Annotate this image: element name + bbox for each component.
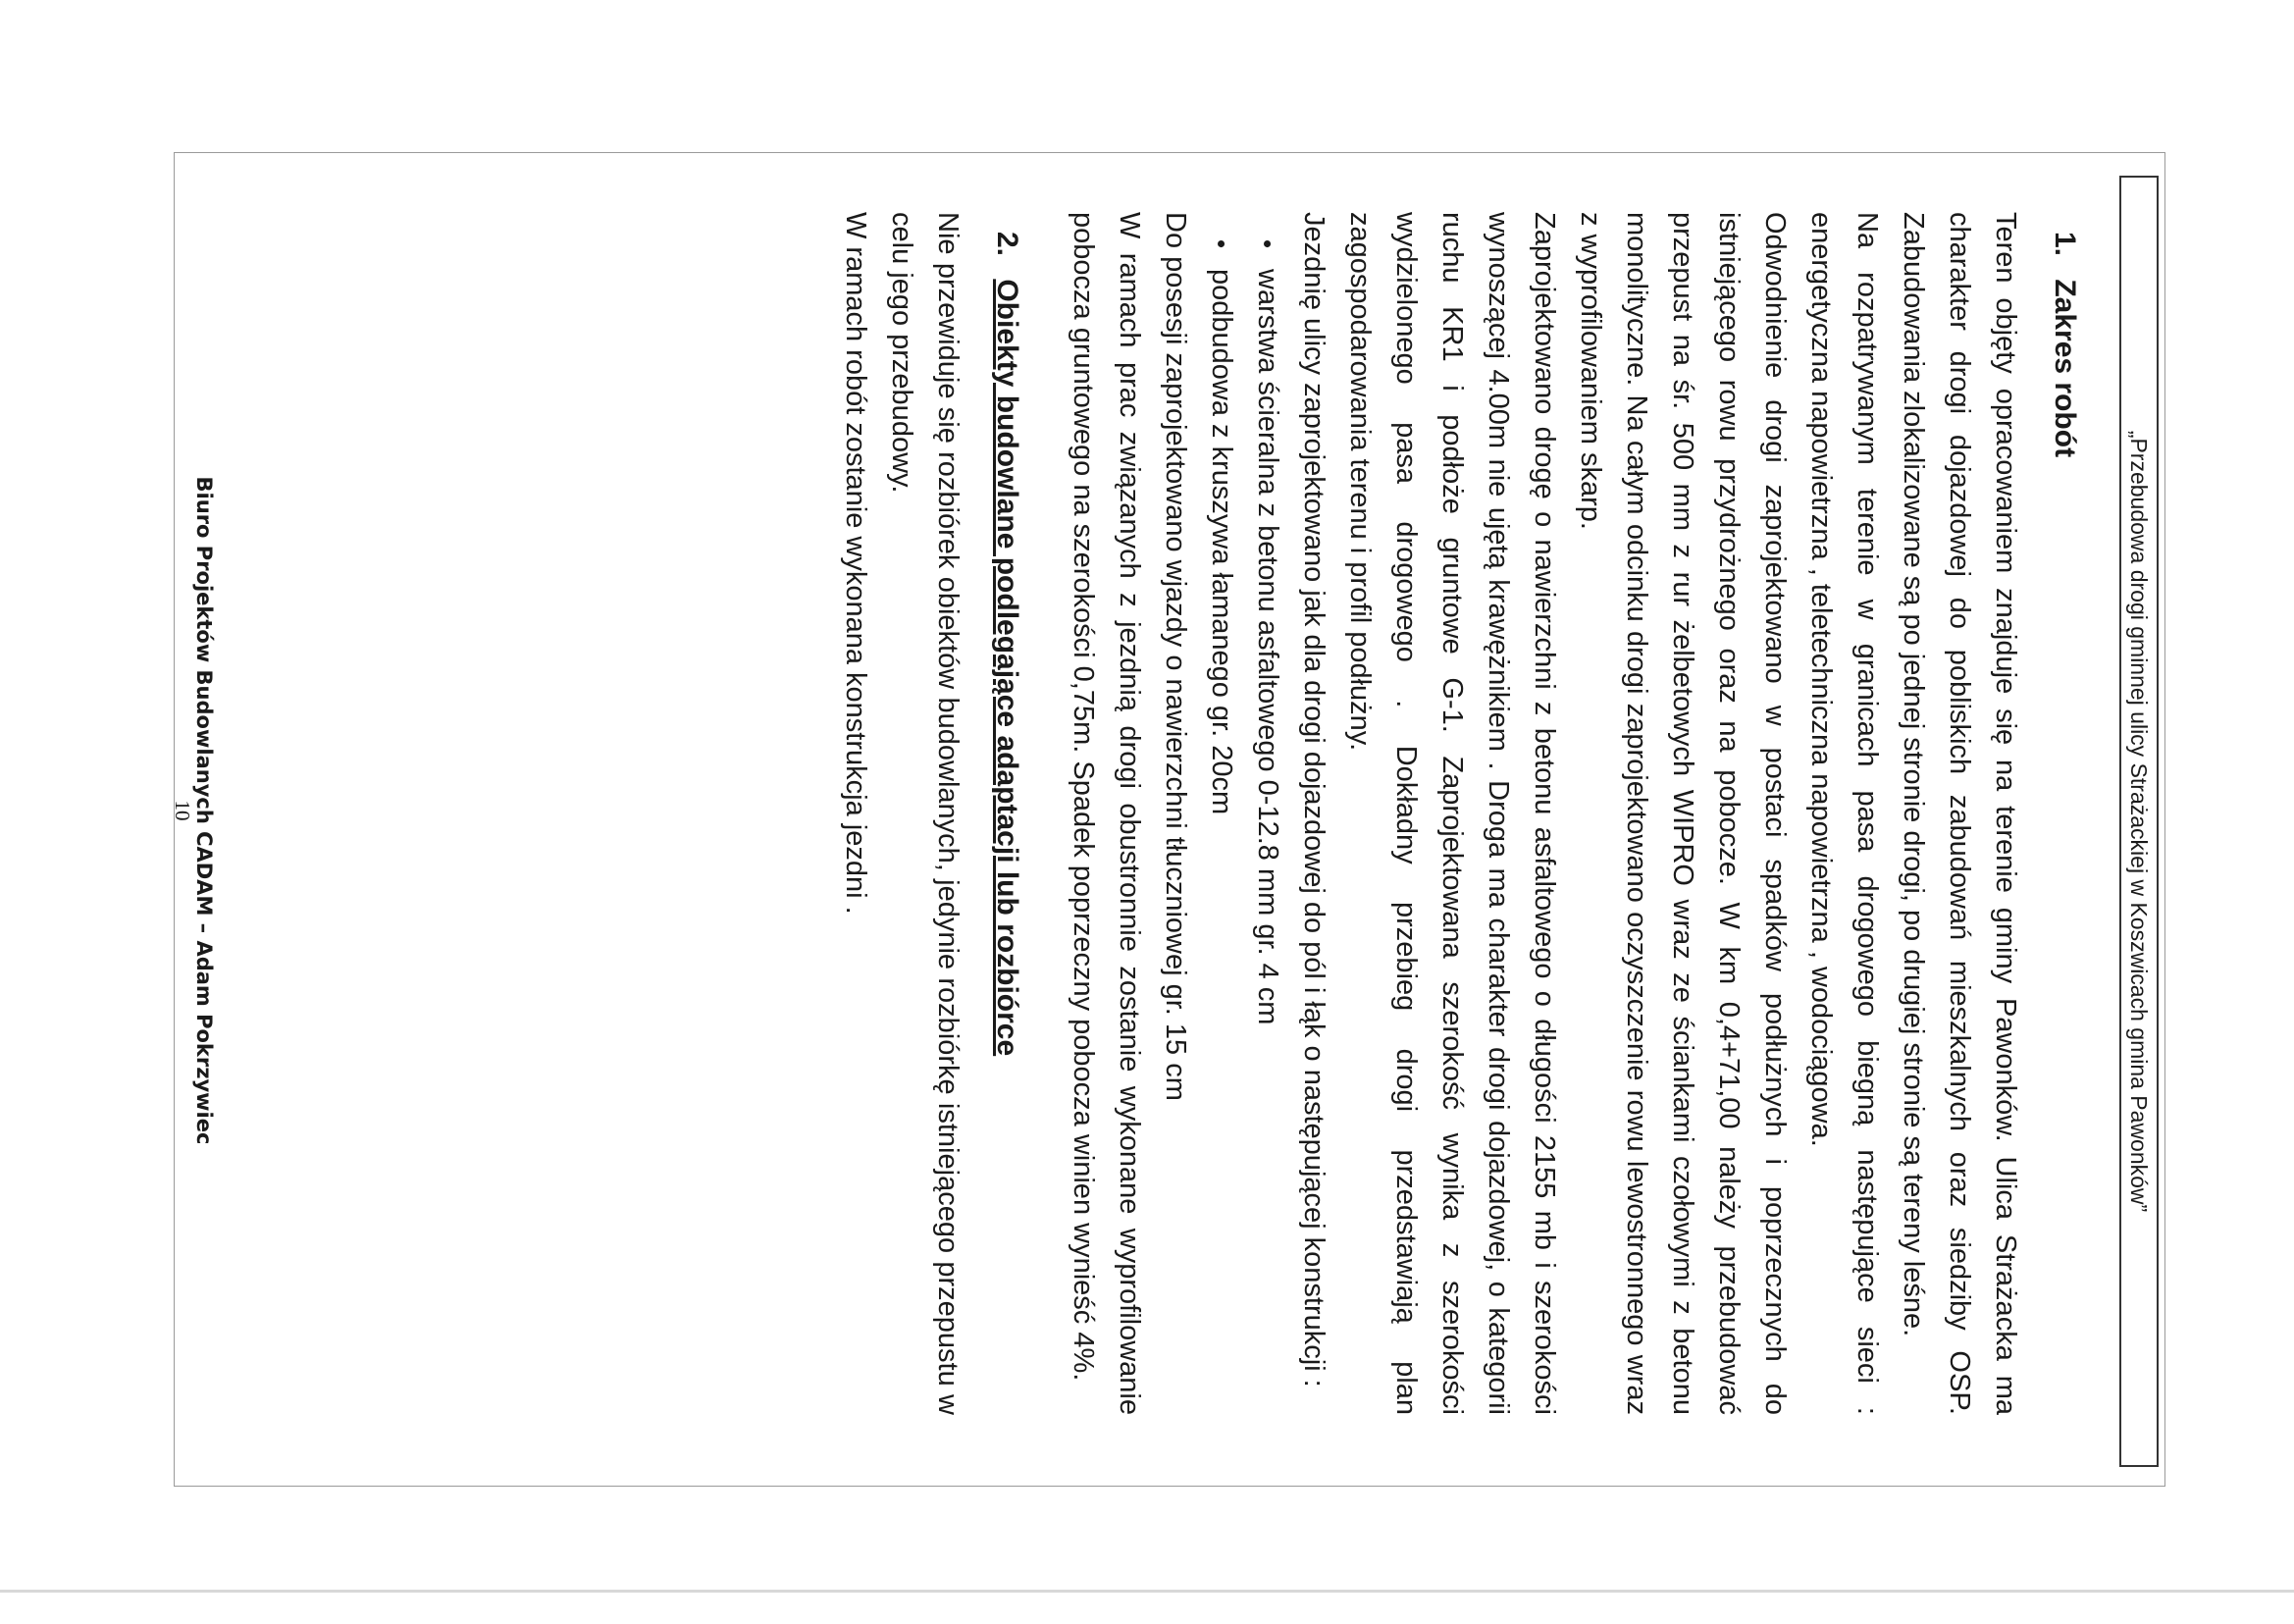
section-2-heading xyxy=(984,232,1030,1415)
list-item-text: podbudowa z kruszywa łamanego gr. 20cm xyxy=(1206,269,1237,815)
section-1-number: 1. xyxy=(2049,232,2081,257)
list-item-text: warstwa ścieralna z betonu asfaltowego 0-12.8 mm gr. 4 cm xyxy=(1252,269,1283,1025)
section-1-title: Zakres robót xyxy=(2049,279,2081,458)
document-page xyxy=(171,152,2165,1487)
document-body xyxy=(832,212,2088,1415)
paragraph: Jezdnię ulicy zaprojektowano jak dla drogi dojazdowej do pól i łąk o następującej konstrukcji : xyxy=(1298,212,1329,1388)
bullet-icon: • xyxy=(1207,239,1236,249)
page-number: 10 xyxy=(171,800,194,821)
footer-company: Biuro Projektów Budowlanych CADAM – Adam Pokrzywiec xyxy=(192,476,216,1145)
paragraph: Do posesji zaprojektowano wjazdy o nawierzchni tłuczniowej gr. 15 cm xyxy=(1160,212,1191,1101)
bullet-icon: • xyxy=(1253,239,1282,249)
document-header: „Przebudowa drogi gminnej ulicy Strażackiej w Koszwicach gmina Pawonków” xyxy=(2119,176,2159,1467)
construction-layers-list xyxy=(1198,212,1290,1415)
paragraph: Nie przewiduje się rozbiórek obiektów budowlanych, jedynie rozbiórkę istniejącego przepustu w celu jego przebudowy. xyxy=(886,212,964,1415)
paragraph: Na rozpatrywanym terenie w granicach pasa drogowego biegną następujące sieci : energetyczna napowietrzna , teletechniczna napowietrzna , wodociągowa. xyxy=(1805,212,1883,1415)
list-item xyxy=(1244,239,1290,1415)
paragraph: W ramach prac związanych z jezdnią drogi obustronnie zostanie wykonane wyprofilowanie pobocza gruntowego na szerokości 0,75m. Spadek poprzeczny pobocza winien wynieść 4%. xyxy=(1068,212,1145,1415)
list-item xyxy=(1198,239,1244,1415)
paragraph: W ramach robót zostanie wykonana konstrukcja jezdni . xyxy=(840,212,871,915)
section-2-number: 2. xyxy=(991,232,1023,257)
section-1-heading xyxy=(2042,232,2088,1415)
paragraph: Zaprojektowano drogę o nawierzchni z betonu asfaltowego o długości 2155 mb i szerokości wynoszącej 4.00m nie ujętą krawężnikiem . Droga ma charakter drogi dojazdowej, o kategorii ruchu KR1 i podłoże gruntowe G-1. Zaprojektowana szerokość wynika z szerokości wydzielonego pasa drogowego . Dokładny przebieg drogi przedstawiają plan zagospodarowania terenu i profil podłużny. xyxy=(1344,212,1560,1415)
section-2-title: Obiekty budowlane podlegające adaptacji lub rozbiórce xyxy=(991,279,1023,1057)
scan-edge-divider xyxy=(0,1590,2294,1593)
paragraph: Teren objęty opracowaniem znajduje się na terenie gminy Pawonków. Ulica Strażacka ma charakter drogi dojazdowej do pobliskich zabudowań mieszkalnych oraz siedziby OSP. Zabudowania zlokalizowane są po jednej stronie drogi, po drugiej stronie są tereny leśne. xyxy=(1898,212,2021,1415)
paragraph: Odwodnienie drogi zaprojektowano w postaci spadków podłużnych i poprzecznych do istniejącego rowu przydrożnego oraz na pobocze. W km 0,4+71,00 należy przebudować przepust na śr. 500 mm z rur żelbetowych WIPRO wraz ze ściankami czołowymi z betonu monolityczne. Na całym odcinku drogi zaprojektowano oczyszczenie rowu lewostronnego wraz z wyprofilowaniem skarp. xyxy=(1575,212,1791,1415)
